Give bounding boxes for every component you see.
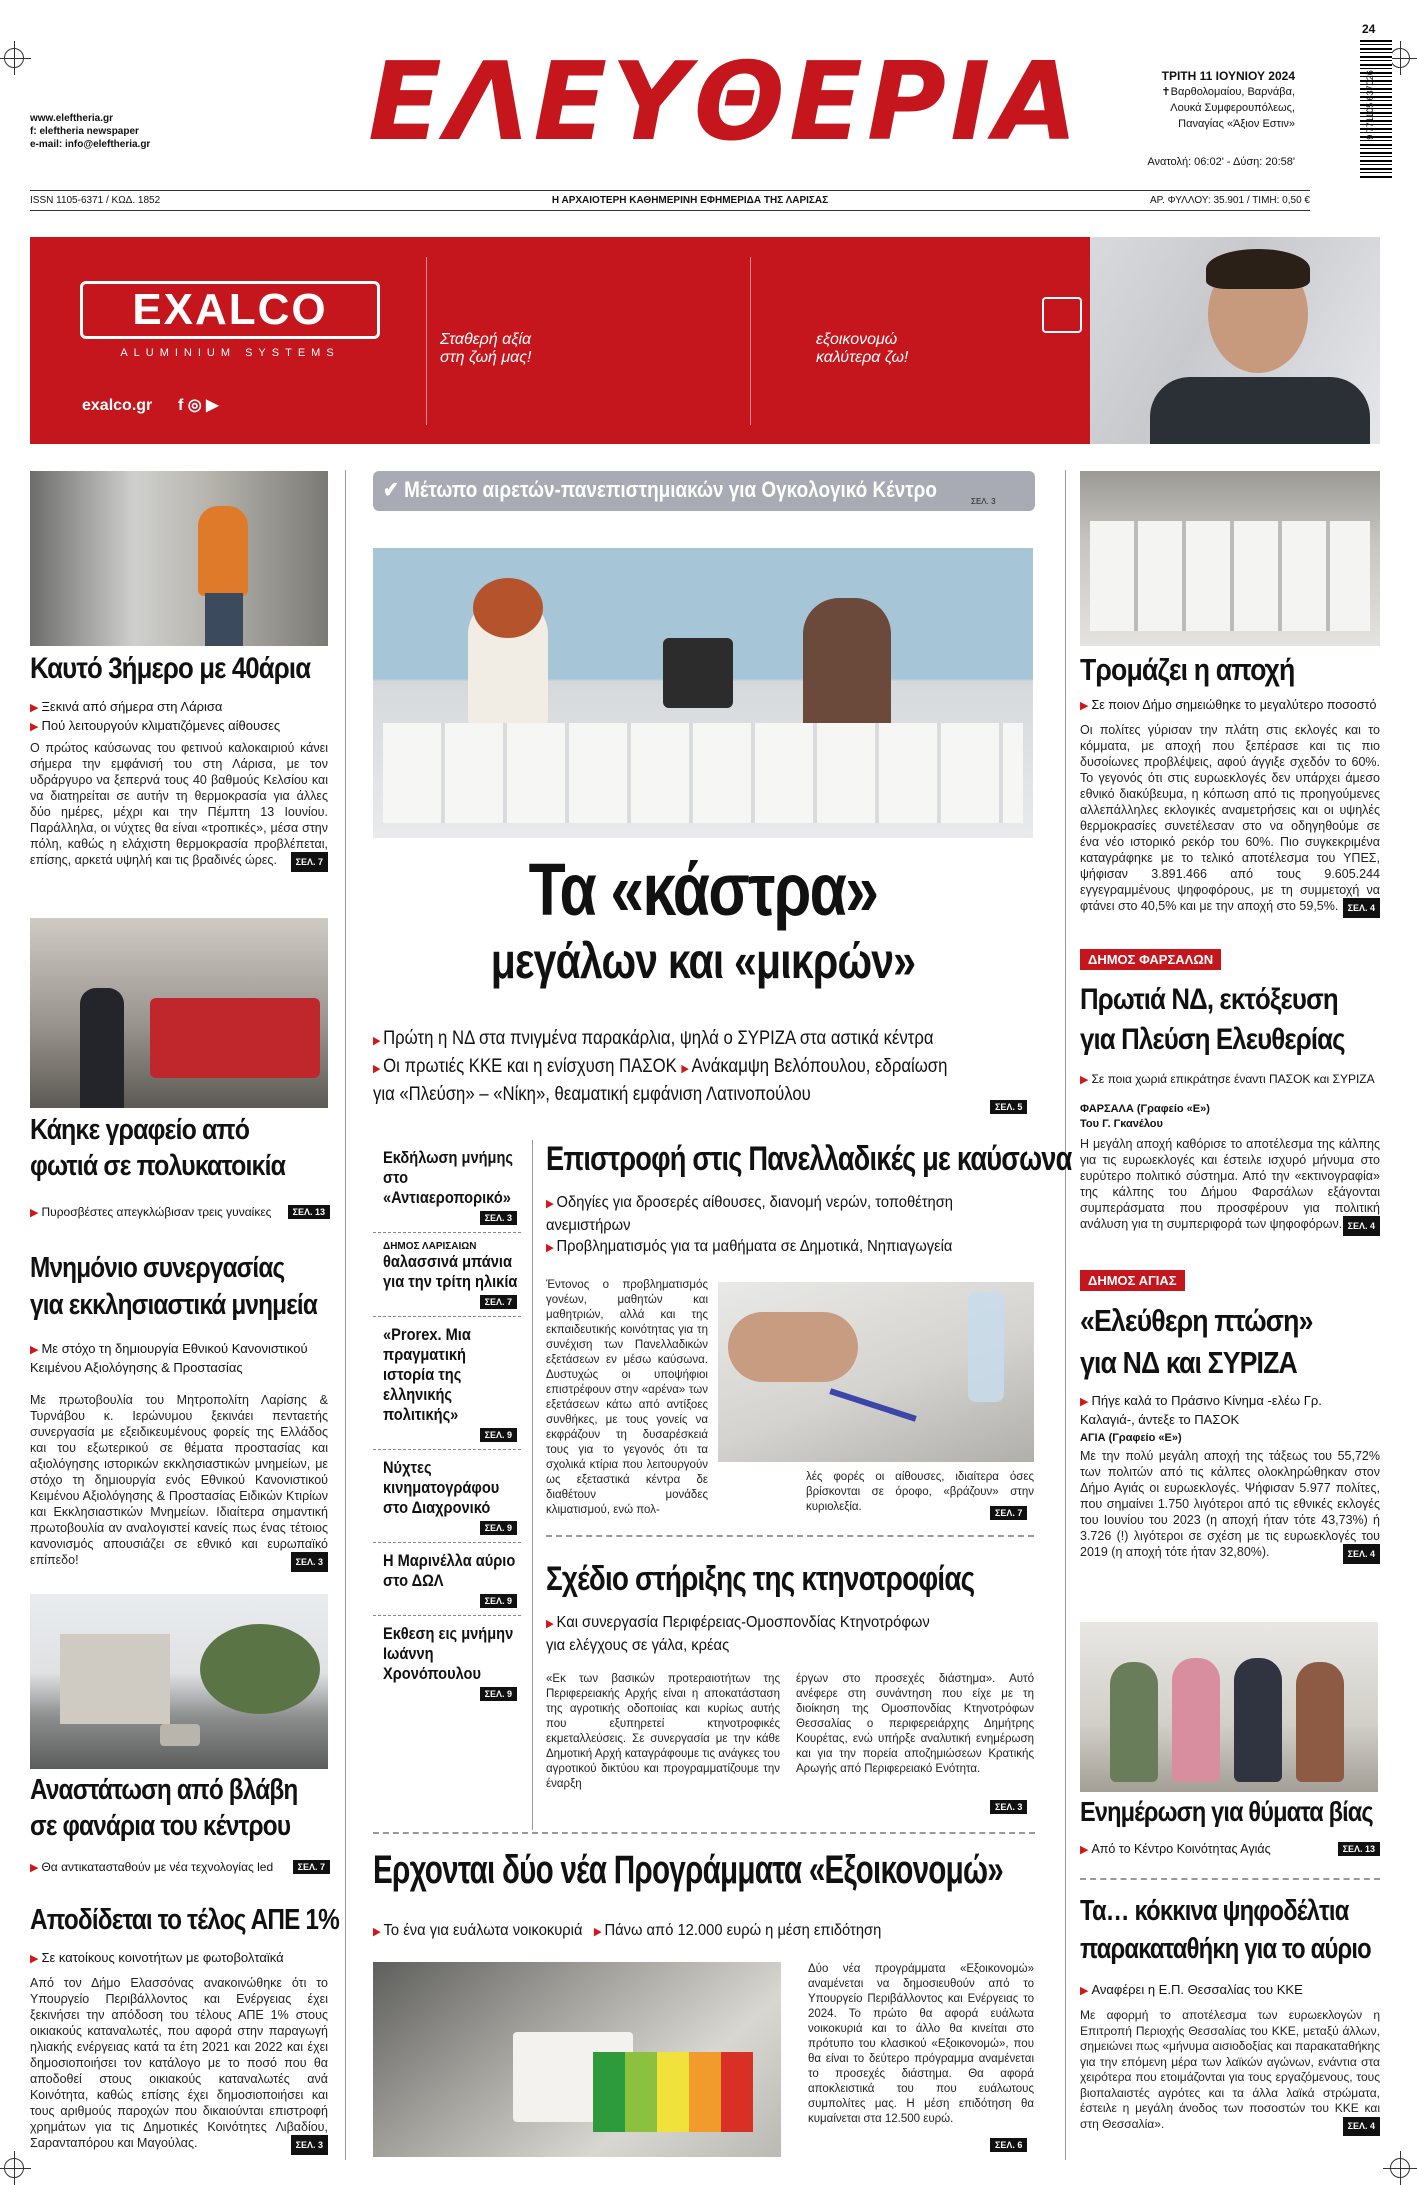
agia-bullet: ▶ Πήγε καλά το Πράσινο Κίνημα -ελέω Γρ. Καλαγιά-, άντεξε το ΠΑΣΟΚ: [1080, 1393, 1322, 1427]
headline-fire-line-2: φωτιά σε πολυκατοικία: [30, 1150, 286, 1182]
farsala-body-text: Η μεγάλη αποχή καθόρισε το αποτέλεσμα της κάλπης για τις ευρωεκλογές και έστειλε ισχυρό μήνυμα στο ευρύτερο πολιτικό σύστημα. Από την «εκτινογραφία» της κάλπης του Δήμου Φαρσάλων εξάγονται συμπεράσματα που προσφέρουν για πολιτική ανάλυση για τη συμπεριφορά των ψηφοφόρων.: [1080, 1137, 1380, 1231]
violence-bullet-text: Από το Κέντρο Κοινότητας Αγιάς: [1091, 1842, 1271, 1856]
headline-agia-line-2: για ΝΔ και ΣΥΡΙΖΑ: [1080, 1345, 1297, 1380]
exalco-logo-box: [80, 281, 380, 339]
kicker-text: ✔ Μέτωπο αιρετών-πανεπιστημιακών για Ογκολογικό Κέντρο: [383, 477, 937, 502]
abstention-page[interactable]: ΣΕΛ. 4: [1343, 898, 1380, 918]
saints-line-3: Παναγίας «Άξιον Εστιν»: [1178, 118, 1295, 130]
ad-slogan-1b: στη ζωή μας!: [440, 349, 532, 366]
photo-exam-desk: [718, 1282, 1034, 1462]
livestock-page-label: ΣΕΛ. 3: [990, 1800, 1027, 1814]
exams-body-1: Έντονος ο προβληματισμός γονέων, μαθητών και μαθητριών, αλλά και της εκπαιδευτικής κοινότητας για τη συνέχιση των Πανελλαδικών εξετάσεων εν μέσω καύσωνα. Δυστυχώς οι υποψήφιοι επιστρέφουν στην «αρένα» των εξετάσεων κάτω από αντίξοες συνθήκες, με τους γονείς να εκφράζουν τη δυσαρέσκειά τους για το γεγονός ότι τα σχολικά κτίρια που λειτουργούν ως εξεταστικά κέντρα δε διαθέτουν μονάδες κλιματισμού, ενώ πολ-: [546, 1279, 708, 1516]
livestock-body-1: «Εκ των βασικών προτεραιοτήτων της Περιφερειακής Αρχής είναι η αποκατάσταση της αγροτικής οδοποιίας και κυρίως αυτής που εξυπηρετεί κτηνοτροφικές εκμεταλλεύσεις. Σε συνεργασία με την κάθε Δημοτική Αρχή καταγράφουμε τις ανάγκες του αγροτικού δικτύου και προγραμματίζουμε την έναρξη: [546, 1673, 780, 1790]
events-sidebar-rule: [532, 1140, 533, 1830]
monuments-body: [30, 1392, 328, 1572]
abstention-bullet: ▶ Σε ποιον Δήμο σημειώθηκε το μεγαλύτερο ποσοστό: [1080, 698, 1377, 712]
heatwave-bullets: [30, 698, 330, 736]
fire-page[interactable]: ΣΕΛ. 13: [288, 1205, 330, 1219]
fire-bullet: ▶ Πυροσβέστες απεγκλώβισαν τρεις γυναίκες ΣΕΛ. 13: [30, 1205, 330, 1219]
farsala-bullet: ▶ Σε ποια χωριά επικράτησε έναντι ΠΑΣΟΚ και ΣΥΡΙΖΑ: [1080, 1072, 1375, 1086]
traffic-page[interactable]: ΣΕΛ. 7: [293, 1860, 330, 1874]
photo-fan: [663, 638, 733, 708]
exams-page[interactable]: [990, 1506, 1027, 1520]
exams-body-2: λές φορές οι αίθουσες, ιδιαίτερα όσες βρίσκονται σε όροφο, «βράζουν» στην κυριολεξία.: [806, 1471, 1034, 1513]
agia-byline: ΑΓΙΑ (Γραφείο «Ε»): [1080, 1432, 1182, 1444]
event-item-4-page: ΣΕΛ. 9: [480, 1521, 517, 1535]
photo-firefighter: [80, 988, 124, 1108]
monuments-bullet: ▶ Με στόχο τη δημιουργία Εθνικού Κανονιστικού Κειμένου Αξιολόγησης & Προστασίας: [30, 1341, 308, 1375]
livestock-bullet-text: Και συνεργασία Περιφέρειας-Ομοσπονδίας Κτηνοτρόφων για ελέγχους σε γάλα, κρέας: [546, 1614, 930, 1654]
photo-car: [160, 1724, 200, 1746]
photo-person-legs: [205, 593, 243, 646]
kicker-bar[interactable]: [373, 471, 1035, 511]
photo-woman-1: [1110, 1662, 1158, 1782]
main-bullet-2: ▶ Οι πρωτιές ΚΚΕ και η ενίσχυση ΠΑΣΟΚ ▶ Ανάκαμψη Βελόπουλου, εδραίωση: [373, 1056, 948, 1077]
issue-number-price: ΑΡ. ΦΥΛΛΟΥ: 35.901 / ΤΙΜΗ: 0,50 €: [1149, 195, 1310, 206]
photo-hand: [728, 1312, 858, 1382]
headline-kke-line-2: παρακαταθήκη για το αύριο: [1080, 1933, 1371, 1965]
headline-kke-line-1: Τα… κόκκινα ψηφοδέλτια: [1080, 1895, 1349, 1927]
headline-ape[interactable]: Αποδίδεται το τέλος ΑΠΕ 1%: [30, 1904, 339, 1936]
headline-livestock[interactable]: Σχέδιο στήριξης της κτηνοτροφίας: [546, 1560, 975, 1598]
event-item-6[interactable]: [373, 1616, 521, 1708]
event-item-3[interactable]: [373, 1317, 521, 1450]
photo-woman-4: [1296, 1662, 1344, 1782]
email-link[interactable]: e-mail: info@eleftheria.gr: [30, 139, 151, 150]
exams-bullet-1: ▶ Οδηγίες για δροσερές αίθουσες, διανομή νερών, τοποθέτηση ανεμιστήρων: [546, 1194, 953, 1234]
photo-pen: [829, 1388, 916, 1422]
center-divider-1: [546, 1535, 1034, 1537]
main-bullet-1: ▶ Πρώτη η ΝΔ στα πνιγμένα παρακάρλια, ψηλά ο ΣΥΡΙΖΑ στα αστικά κέντρα: [373, 1028, 934, 1049]
exalco-brand: EXALCO: [132, 285, 328, 334]
headline-monuments-line-1: Μνημόνιο συνεργασίας: [30, 1252, 285, 1284]
ape-body-text: Από τον Δήμο Ελασσόνας ανακοινώθηκε ότι το Υπουργείο Περιβάλλοντος και Ενέργειας έχει ξεκινήσει την απόδοση του τέλους ΑΠΕ 1% στους οικιακούς καταναλωτές, που αφορά στην παραγωγή ηλιακής ενέργειας κατά τα έτη 2021 και 2022 και έχει δημοσιοποιήσει τον κατάλογο με το ποσό που θα αποδοθεί στους οικιακούς καταναλωτές ανά Κοινότητα, καθώς επίσης έχει δημοσιοποιήσει και τους αριθμούς παροχών που δικαιούνται επιστροφή χρημάτων για τις Δημοτικές Κοινότητες Λιβαδίου, Σαρανταπόρου και Μαγούλας.: [30, 1976, 328, 2150]
event-item-2-page: ΣΕΛ. 7: [480, 1295, 517, 1309]
monuments-page[interactable]: ΣΕΛ. 3: [291, 1552, 328, 1572]
main-bullet-2-text: Οι πρωτιές ΚΚΕ και η ενίσχυση ΠΑΣΟΚ: [383, 1056, 677, 1077]
exoikonomo-page-label: ΣΕΛ. 6: [990, 2138, 1027, 2152]
event-item-1[interactable]: [373, 1140, 521, 1233]
heatwave-body: [30, 740, 328, 872]
ad-divider-2: [750, 257, 751, 425]
issn: ISSN 1105-6371 / ΚΩΔ. 1852: [30, 195, 161, 206]
masthead-date-block: [1045, 68, 1295, 170]
headline-agia[interactable]: [1080, 1300, 1313, 1384]
traffic-bullet: ▶ Θα αντικατασταθούν με νέα τεχνολογίας led ΣΕΛ. 7: [30, 1860, 330, 1874]
ad-person-photo: [1090, 237, 1380, 444]
sun-times: Ανατολή: 06:02' - Δύση: 20:58': [1147, 156, 1295, 168]
facebook-link[interactable]: f: eleftheria newspaper: [30, 126, 139, 137]
registration-mark-right: [1390, 48, 1410, 68]
heatwave-bullet-1-text: Ξεκινά από σήμερα στη Λάρισα: [41, 699, 223, 714]
headline-exoikonomo[interactable]: Ερχονται δύο νέα Προγράμματα «Εξοικονομώ»: [373, 1848, 1003, 1892]
photo-woman-3: [1234, 1658, 1282, 1782]
kke-bullet: ▶ Αναφέρει η Ε.Π. Θεσσαλίας του ΚΚΕ: [1080, 1982, 1303, 1997]
event-item-5-title: Η Μαρινέλλα αύριο στο ΔΩΛ: [383, 1551, 516, 1590]
right-divider: [1080, 1878, 1380, 1880]
tag-agia: ΔΗΜΟΣ ΑΓΙΑΣ: [1080, 1270, 1185, 1291]
saints-line-1: ✝Βαρθολομαίου, Βαρνάβα,: [1161, 86, 1295, 98]
ape-page[interactable]: ΣΕΛ. 3: [291, 2135, 328, 2155]
headline-monuments[interactable]: [30, 1250, 317, 1324]
fire-bullet-text: Πυροσβέστες απεγκλώβισαν τρεις γυναίκες: [41, 1205, 272, 1219]
website-link[interactable]: www.eleftheria.gr: [30, 113, 113, 124]
farsala-bullet-text: Σε ποια χωριά επικράτησε έναντι ΠΑΣΟΚ και ΣΥΡΙΖΑ: [1091, 1072, 1375, 1086]
registration-mark-left: [4, 48, 24, 68]
registration-mark-bottom-left: [4, 2158, 24, 2178]
event-item-5[interactable]: [373, 1543, 521, 1616]
exams-bullet-2-text: Προβληματισμός για τα μαθήματα σε Δημοτικά, Νηπιαγωγεία: [556, 1238, 953, 1255]
barcode-number: 9 771105 637026: [1365, 70, 1375, 140]
person-hair: [1206, 249, 1310, 289]
main-bullet-3: [373, 1082, 971, 1107]
monuments-bullet-text: Με στόχο τη δημιουργία Εθνικού Κανονιστικού Κειμένου Αξιολόγησης & Προστασίας: [30, 1341, 308, 1375]
ad-slogan-2a: εξοικονομώ: [816, 331, 898, 348]
headline-exams[interactable]: Επιστροφή στις Πανελλαδικές με καύσωνα: [546, 1140, 1072, 1178]
violence-bullet: ▶ Από το Κέντρο Κοινότητας Αγιάς ΣΕΛ. 13: [1080, 1842, 1380, 1856]
photo-energy-label: [373, 1962, 781, 2157]
event-item-3-page: ΣΕΛ. 9: [480, 1428, 517, 1442]
event-item-6-title: Εκθεση εις μνήμην Ιωάννη Χρονόπουλου: [383, 1624, 514, 1683]
exams-bullet-2: ▶ Προβληματισμός για τα μαθήματα σε Δημοτικά, Νηπιαγωγεία: [546, 1238, 953, 1255]
heatwave-body-text: Ο πρώτος καύσωνας του φετινού καλοκαιριού κάνει σήμερα την εμφάνισή του στη Λάρισα, με τον υδράργυρο να ξεπερνά τους 40 βαθμούς Κελσίου και να διατηρείται σε αυτήν τη θερμοκρασία για άλλες δύο ημέρες, μέχρι και την Πέμπτη 13 Ιουνίου. Παράλληλα, οι νύχτες θα είναι «τροπικές», μέσα στην πόλη, καθώς η ελάχιστη θερμοκρασία προβλέπεται, επίσης, αρκετά υψηλή και τις βραδινές ώρες.: [30, 741, 328, 867]
main-page[interactable]: [990, 1100, 1027, 1114]
photo-heatwave: [30, 471, 328, 646]
headline-monuments-line-2: για εκκλησιαστικά μνημεία: [30, 1289, 317, 1321]
headline-farsala-line-1: Πρωτιά ΝΔ, εκτόξευση: [1080, 983, 1338, 1016]
ad-slogan-1a: Σταθερή αξία: [440, 331, 532, 348]
livestock-body-2: έργων στο προσεχές διάστημα». Αυτό ανέφερε στη συνάντηση που είχε με τη διοίκηση της Ομοσπονδίας Κτηνοτρόφων Θεσσαλίας ο περιφερειάρχης Δημήτρης Κουρέτας, ενώ υπήρξε αναλυτική ενημέρωση και για την πορεία αποζημιώσεων Κρατικής Αρωγής από Περιφερειακό Ενότητα.: [796, 1673, 1034, 1775]
main-bullets: [373, 1026, 971, 1107]
exoikonomo-page[interactable]: [990, 2138, 1027, 2152]
main-headline-line-1: Τα «κάστρα»: [528, 848, 878, 931]
traffic-bullet-text: Θα αντικατασταθούν με νέα τεχνολογίας led: [41, 1860, 274, 1874]
event-item-2-title: θαλασσινά μπάνια για την τρίτη ηλικία: [383, 1252, 518, 1291]
main-bullet-4-text: για «Πλεύση» – «Νίκη», θεαματική εμφάνιση Λατινοπούλου: [373, 1084, 811, 1105]
masthead-contacts: [30, 112, 150, 151]
photo-woman-left-hair: [473, 578, 543, 638]
event-item-5-page: ΣΕΛ. 9: [480, 1594, 517, 1608]
photo-ballot-counting: [373, 548, 1033, 838]
headline-farsala-line-2: για Πλεύση Ελευθερίας: [1080, 1023, 1345, 1056]
event-item-4[interactable]: [373, 1450, 521, 1543]
photo-person-orange: [198, 506, 248, 596]
livestock-page[interactable]: [990, 1800, 1027, 1814]
masthead-rule-2: [30, 210, 1310, 211]
heatwave-bullet-1: ▶ Ξεκινά από σήμερα στη Λάρισα: [30, 699, 223, 714]
ad-slogan-1: [440, 331, 531, 367]
agia-bullet-text: Πήγε καλά το Πράσινο Κίνημα -ελέω Γρ. Καλαγιά-, άντεξε το ΠΑΣΟΚ: [1080, 1393, 1322, 1427]
headline-heatwave[interactable]: Καυτό 3ήμερο με 40άρια: [30, 652, 311, 685]
headline-traffic-line-1: Αναστάτωση από βλάβη: [30, 1774, 298, 1806]
agia-body-text: Με την πολύ μεγάλη αποχή της τάξεως του 55,72% των πολιτών από τις κάλπες ολοκληρώθηκαν στον Δήμο Αγιάς οι ευρωεκλογές. Ψήφισαν 5.977 πολίτες, που σημαίνει 1.750 λιγότεροι από τις εθνικές εκλογές του Ιουνίου του 2023 (η αποχή ήταν τότε 43,73%) ή 3.726 (!) λιγότεροι σε σχέση με τις ευρωεκλογές του 2019 (η αποχή τότε ήταν 32,80%).: [1080, 1449, 1380, 1559]
ape-bullet-text: Σε κατοίκους κοινοτήτων με φωτοβολταϊκά: [41, 1950, 284, 1965]
farsala-byline-2: Του Γ. Γκανέλου: [1080, 1118, 1163, 1130]
photo-women-group: [1080, 1622, 1378, 1792]
violence-page[interactable]: ΣΕΛ. 13: [1338, 1842, 1380, 1856]
registration-mark-bottom-right: [1390, 2158, 1410, 2178]
event-item-1-page: ΣΕΛ. 3: [480, 1211, 517, 1225]
kke-body: [1080, 2008, 1380, 2136]
photo-firetruck: [150, 998, 320, 1078]
headline-agia-line-1: «Ελεύθερη πτώση»: [1080, 1303, 1313, 1338]
exoikonomo-bullet-1-text: Το ένα για ευάλωτα νοικοκυριά: [383, 1922, 583, 1939]
ape-bullet: ▶ Σε κατοίκους κοινοτήτων με φωτοβολταϊκά: [30, 1950, 284, 1965]
photo-ballot-rows: [1090, 521, 1370, 631]
house-icon: [1042, 297, 1082, 333]
headline-traffic-line-2: σε φανάρια του κέντρου: [30, 1810, 291, 1842]
exams-bullets: [546, 1192, 1006, 1259]
kke-body-text: Με αφορμή το αποτέλεσμα των ευρωεκλογών η Επιτροπή Περιοχής Θεσσαλίας του ΚΚΕ, μεταξύ άλλων, σημειώνει πως «μήνυμα αισιοδοξίας και παρακαταθήκης για την επόμενη μέρα των λαϊκών αγώνων, ενάντια στα χειρότερα που ετοιμάζονται για τους εργαζόμενους, τους βιοπαλαιστές αγρότες και τα άλλα λαϊκά στρώματα, έστειλε η μεγάλη άνοδος των ποσοστών του ΚΚΕ και στη Θεσσαλία».: [1080, 2008, 1380, 2131]
exoikonomo-bullet-2-text: Πάνω από 12.000 ευρώ η μέση επιδότηση: [604, 1922, 882, 1939]
farsala-byline: [1080, 1102, 1210, 1132]
tagline: Η ΑΡΧΑΙΟΤΕΡΗ ΚΑΘΗΜΕΡΙΝΗ ΕΦΗΜΕΡΙΔΑ ΤΗΣ ΛΑΡΙΣΑΣ: [551, 195, 829, 206]
monuments-body-text: Με πρωτοβουλία του Μητροπολίτη Λαρίσης & Τυρνάβου κ. Ιερώνυμου ξεκινάει πενταετής συνεργασία με εξειδικευμένους φορείς της Ελλάδος και του εξωτερικού σε θέματα προστασίας και αξιολόγησης ιστορικών εκκλησιαστικών μνημείων, με στόχο τη δημιουργία ενός Εθνικού Κανονιστικού Κειμένου Αξιολόγησης & Προστασίας Ειδικών Κτιρίων και Εκκλησιαστικών Μνημείων. Ιδιαίτερα σημαντική πρωτοβουλία αν αναλογιστεί κανείς πως ένας τέτοιος κανονισμός απουσιάζει σε εθνικό και ευρωπαϊκό επίπεδο!: [30, 1393, 328, 1567]
kke-page[interactable]: ΣΕΛ. 4: [1343, 2117, 1380, 2137]
heatwave-page[interactable]: ΣΕΛ. 7: [291, 852, 328, 872]
abstention-body: [1080, 722, 1380, 918]
exoikonomo-body: Δύο νέα προγράμματα «Εξοικονομώ» αναμένεται να δημοσιευθούν από το Υπουργείο Περιβάλλοντος και Ενέργειας το 2024. Το πρώτο θα αφορά ευάλωτα νοικοκυριά και το άλλο θα κινείται στο πρότυπο του κλασικού «Εξοικονομώ», που θα είναι το δεύτερο πρόγραμμα αναμένεται το προσεχές διάστημα. Θα αφορά αποκλειστικά του που ευάλωτους συμπολίτες μας. Η μέση επιδότηση θα κυμαίνεται στα 12.500 ευρώ.: [808, 1963, 1034, 2125]
barcode-code: 24: [1362, 22, 1376, 36]
kicker-page: ΣΕΛ. 3: [971, 497, 996, 506]
exoikonomo-bullets: ▶ Το ένα για ευάλωτα νοικοκυριά ▶ Πάνω από 12.000 ευρώ η μέση επιδότηση: [373, 1922, 882, 1939]
issue-date: ΤΡΙΤΗ 11 ΙΟΥΝΙΟΥ 2024: [1161, 69, 1295, 83]
column-rule-right: [1065, 470, 1066, 2160]
main-bullet-3-text: Ανάκαμψη Βελόπουλου, εδραίωση: [691, 1056, 948, 1077]
center-divider-2: [373, 1832, 1035, 1834]
event-item-6-page: ΣΕΛ. 9: [480, 1687, 517, 1701]
tag-farsala: ΔΗΜΟΣ ΦΑΡΣΑΛΩΝ: [1080, 949, 1221, 970]
ad-divider-1: [426, 257, 427, 425]
photo-papers: [383, 723, 1023, 823]
headline-fire[interactable]: [30, 1112, 285, 1184]
photo-ballots: [1080, 471, 1380, 646]
photo-tree: [200, 1624, 320, 1714]
heatwave-bullet-2-text: Πού λειτουργούν κλιματιζόμενες αίθουσες: [41, 718, 281, 733]
kke-bullet-text: Αναφέρει η Ε.Π. Θεσσαλίας του ΚΚΕ: [1091, 1982, 1303, 1997]
saints-line-2: Λουκά Συμφερουπόλεως,: [1170, 102, 1295, 114]
abstention-body-text: Οι πολίτες γύρισαν την πλάτη στις εκλογές και το κόμματα, με αποχή που ξεπέρασε και τις πιο δυσοίωνες προβλέψεις, αφού άγγιξε σχεδόν το 60%. Το γεγονός ότι στις ευρωεκλογές δεν υπάρχει άμεσο εθνικό διακύβευμα, η κόπωση από τις προηγούμενες αλλεπάλληλες εκλογικές αναμετρήσεις και οι υψηλές θερμοκρασίες συνετέλεσαν στο να οδηγηθούμε σε ένα νέο ιστορικό ρεκόρ του 60%. Πιο συγκεκριμένα καταγράφηκε με το τελικό αποτέλεσμα του ΥΠΕΣ, ψήφισαν 3.891.466 από τους 9.605.244 εγγεγραμμένους ψηφοφόρους, με τη συμμετοχή να φτάνει στο 40,5% και με την αποχή στο 59,5%.: [1080, 723, 1380, 913]
agia-page[interactable]: ΣΕΛ. 4: [1343, 1544, 1380, 1564]
agia-body: [1080, 1448, 1380, 1564]
event-item-2[interactable]: [373, 1233, 521, 1317]
person-shirt: [1150, 377, 1370, 444]
photo-water-bottle: [968, 1292, 1004, 1402]
social-icons[interactable]: f ◎ ▶: [178, 397, 219, 414]
main-page-label: ΣΕΛ. 5: [990, 1100, 1027, 1114]
masthead-logo: ΕΛΕΥΘΕΡΙΑ: [368, 40, 1082, 165]
photo-energy-scale: [593, 2052, 753, 2132]
heatwave-bullet-2: ▶ Πού λειτουργούν κλιματιζόμενες αίθουσες: [30, 718, 281, 733]
headline-farsala[interactable]: [1080, 980, 1345, 1060]
event-item-3-title: «Prorex. Μια πραγματική ιστορία της ελληνικής πολιτικής»: [383, 1325, 471, 1424]
farsala-body: [1080, 1136, 1380, 1236]
headline-violence[interactable]: Ενημέρωση για θύματα βίας: [1080, 1796, 1373, 1827]
event-item-4-title: Νύχτες κινηματογράφου στο Διαχρονικό: [383, 1458, 500, 1517]
exams-page-label: ΣΕΛ. 7: [990, 1506, 1027, 1520]
headline-fire-line-1: Κάηκε γραφείο από: [30, 1114, 250, 1146]
livestock-bullet: ▶ Και συνεργασία Περιφέρειας-Ομοσπονδίας Κτηνοτρόφων για ελέγχους σε γάλα, κρέας: [546, 1614, 930, 1654]
farsala-byline-1: ΦΑΡΣΑΛΑ (Γραφείο «Ε»): [1080, 1103, 1210, 1115]
events-sidebar: [373, 1140, 521, 1708]
exalco-ad[interactable]: [30, 237, 1380, 444]
exalco-subtitle: ALUMINIUM SYSTEMS: [120, 347, 340, 359]
ape-body: [30, 1975, 328, 2155]
photo-building: [60, 1634, 170, 1724]
photo-fire: [30, 918, 328, 1108]
photo-woman-2: [1172, 1658, 1220, 1782]
event-item-1-title: Εκδήλωση μνήμης στο «Αντιαεροπορικό»: [383, 1148, 514, 1207]
photo-woman-right: [803, 598, 891, 738]
abstention-bullet-text: Σε ποιον Δήμο σημειώθηκε το μεγαλύτερο ποσοστό: [1091, 698, 1377, 712]
masthead-rule: [30, 190, 1310, 191]
main-headline-line-2: μεγάλων και «μικρών»: [490, 933, 916, 989]
exams-bullet-1-text: Οδηγίες για δροσερές αίθουσες, διανομή νερών, τοποθέτηση ανεμιστήρων: [546, 1194, 953, 1234]
photo-traffic-lights: [30, 1594, 328, 1769]
ad-slogan-2: [816, 331, 908, 367]
farsala-page[interactable]: ΣΕΛ. 4: [1343, 1216, 1380, 1236]
event-item-2-kicker: ΔΗΜΟΣ ΛΑΡΙΣΑΙΩΝ: [383, 1241, 477, 1252]
main-bullet-1-text: Πρώτη η ΝΔ στα πνιγμένα παρακάρλια, ψηλά ο ΣΥΡΙΖΑ στα αστικά κέντρα: [383, 1028, 934, 1049]
column-rule-left: [345, 470, 346, 2160]
headline-kke[interactable]: [1080, 1892, 1371, 1968]
headline-abstention[interactable]: Τρομάζει η αποχή: [1080, 652, 1295, 687]
exalco-site[interactable]: exalco.gr: [82, 397, 153, 414]
headline-traffic[interactable]: [30, 1772, 297, 1844]
main-headline[interactable]: [373, 848, 1033, 990]
ad-slogan-2b: καλύτερα ζω!: [816, 349, 909, 366]
